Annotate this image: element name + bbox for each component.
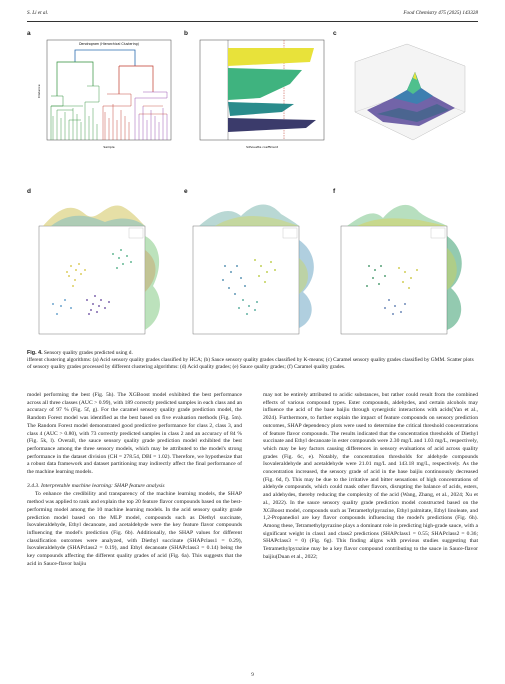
- surface-panel-c: [337, 32, 477, 156]
- panel-b-xlabel: Silhouette coefficient: [246, 145, 278, 149]
- left-paragraph-2: To enhance the credibility and transparency of the machine learning models, the SHAP method was applied to rank and explain the top 20 feature flavor compounds based on the best-performing model among the 10 machine learning models. In the acid sensory quality grade prediction model based on the MLP model, compounds such as Diethyl succinate, Isovaleraldehyde, Ethyl decanoate, and acetaldehyde were the key feature flavor compounds influencing the model's prediction (Fig. 6b). Additionally, the SHAP values for different classification outcomes were analyzed, with Diethyl succinate (SHAPclass1 = 0.29), Isovaleraldehyde (SHAPclass2 = 0.19), and Ethyl decanoate (SHAPclass3 = 0.14) being the key compounds affecting the different quality grades of acid (Fig. 6a). This suggests that the acid in Sauce-flavor baijiu: [27, 491, 242, 567]
- scatter-panel-d: [31, 196, 177, 340]
- panel-label-b: b: [184, 30, 188, 37]
- figure-caption: [27, 350, 478, 372]
- scatter-panel-e: [185, 196, 331, 340]
- panel-a-ylabel: Distance: [37, 84, 41, 98]
- silhouette-panel-b: [190, 36, 328, 154]
- left-paragraph-1: model performing the best (Fig. 5h). The XGBoost model exhibited the best performance across all three classes (AUC > 0.99), with 189 correctly predicted samples in each class and an accuracy of 97 % (Fig. 5f, g). For the caramel sensory quality grade prediction model, the Random Forest model was identified as the best based on five evaluation methods (Fig. 5m). The Random Forest model demonstrated good predictive performance for class 2, class 3, and class 4 (AUC > 0.80), with 73 correctly predicted samples in class 2 and an accuracy of 84 % (Fig. 5k, l). Overall, the sauce sensory quality grade prediction model exhibited the best performance among the three sensory models, which may be attributed to the model's strong performance in the dataset division (CH = 278.54, DBI = 1.02). Therefore, we hypothesize that a robust data framework and dataset partitioning may indirectly affect the final performance of the machine learning models.: [27, 392, 242, 476]
- header-journal: Food Chemistry 475 (2025) 143328: [403, 10, 478, 16]
- panel-label-f: f: [333, 188, 336, 195]
- dendrogram-panel-a: [35, 36, 175, 154]
- panel-label-c: c: [333, 30, 337, 37]
- right-paragraph-1: may not be entirely attributed to acidic substances, but rather could result from the combined effects of various compound types. Ester compounds, aldehydes, and certain alcohols may influence the acid of the base baijiu through synergistic interactions with acids(Yan et al., 2024). Furthermore, to further explain the impact of feature compounds on sensory prediction outcomes, SHAP dependency plots were used to determine the critical threshold concentrations of feature flavor compounds. The results indicated that the concentration thresholds of Diethyl succinate and Ethyl decanoate in ester compounds were 2.30 mg/L and 1.03 mg/L, respectively, which may be key factors causing differences in sensory evaluations of acid across quality grades (Fig. 6c, e). Notably, the concentration thresholds for aldehyde compounds Isovaleraldehyde and acetaldehyde were 21.01 mg/L and 143.18 mg/L, respectively. As the concentration increased, the sensory grade of acid in the base baijiu continuously decreased (Fig. 6d, f). This may be due to the irritative and bitter sensations of high concentrations of aldehyde compounds, which could mask other flavors, disrupting the balance of acids, esters, and aldehydes, thereby reducing the complexity of the acid (Wang, Zhang, et al., 2024; Xu et al., 2022). In the sauce sensory quality grade prediction model constructed based on the XGBoost model, compounds such as Tetramethylpyrazine, Ethyl palmitate, Ethyl linoleate, and 1,2-Propanediol are key flavor compounds influencing the model's predictions (Fig. 6h). Among these, Tetramethylpyrazine plays a dominant role in predicting high-grade sauce, with a significant weight in class1 and class2 predictions (SHAPclass1 = 0.55; SHAPclass2 = 0.36; SHAPclass3 = 0) (Fig. 6g). This finding aligns with previous studies suggesting that Tetramethylpyrazine may be a key flavor compound contributing to the sauce in Sauce-flavor baijiu(Duan et al., 2022;: [263, 392, 478, 560]
- right-column: [263, 392, 478, 561]
- panel-label-e: e: [184, 188, 188, 195]
- panel-label-d: d: [27, 188, 31, 195]
- page-number: 9: [251, 672, 254, 678]
- caption-title-rest: Sensory quality grades predicted using d.: [42, 350, 133, 356]
- caption-title: Fig. 4.: [27, 350, 43, 356]
- scatter-panel-f: [333, 196, 479, 340]
- header-rule: [27, 21, 478, 22]
- panel-a-title: Dendrogram (Hierarchical Clustering): [79, 42, 139, 46]
- header-authors: S. Li et al.: [27, 10, 49, 16]
- figure-4: [27, 28, 478, 346]
- section-heading: 3.4.3. Interpretable machine learning: SHAP feature analysis: [27, 482, 165, 489]
- left-column: [27, 392, 242, 568]
- panel-label-a: a: [27, 30, 31, 37]
- caption-body: ifferent clustering algorithms: (a) Acid sensory quality grades classified by HCA; (b) Sauce sensory quality grades classified by K-means; (c) Caramel sensory quality grades classified by GMM. Scatter plots of sensory quality grades processed by different clustering algorithms: (d) Acid quality grades; (e) Sauce quality grades; (f) Caramel quality grades.: [27, 357, 474, 371]
- panel-a-xlabel: Sample: [103, 145, 115, 149]
- page-header: [27, 10, 478, 20]
